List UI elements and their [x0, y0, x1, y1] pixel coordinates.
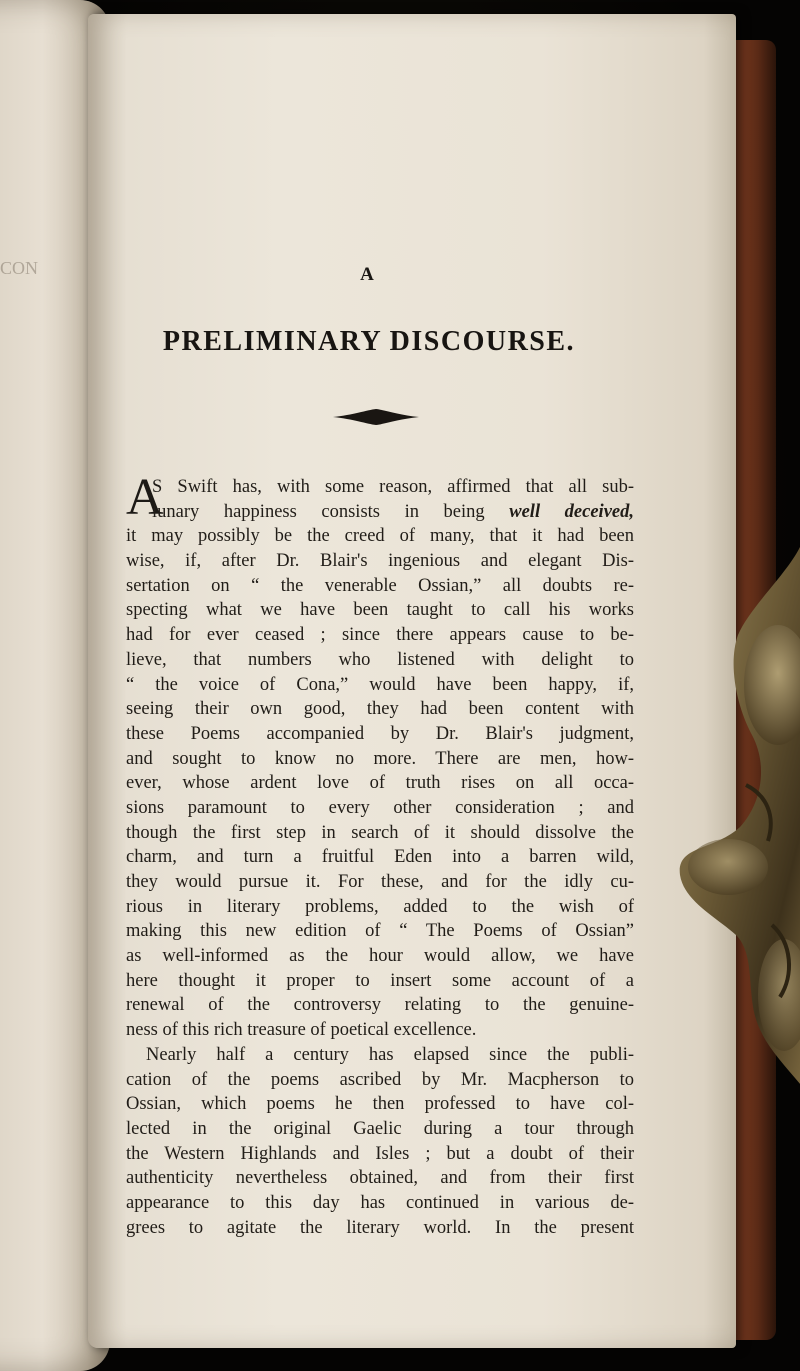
- text-line: these Poems accompanied by Dr. Blair's judgment,: [126, 723, 634, 744]
- text-line: ever, whose ardent love of truth rises on all occa-: [126, 773, 634, 794]
- text-line: though the first step in search of it should dissolve the: [126, 822, 634, 843]
- text-line: “ the voice of Cona,” would have been happy, if,: [126, 674, 634, 695]
- left-page-faint-text: CON: [0, 258, 39, 278]
- text-line: ness of this rich treasure of poetical excellence.: [126, 1020, 477, 1041]
- text-line: sertation on “ the venerable Ossian,” all doubts re-: [126, 575, 634, 596]
- text-line: appearance to this day has continued in various de-: [126, 1192, 634, 1213]
- heading-article: A: [360, 264, 376, 285]
- text-line: S Swift has, with some reason, affirmed that all sub-: [152, 477, 634, 497]
- text-line: here thought it proper to insert some account of a: [126, 970, 634, 991]
- text-line: and sought to know no more. There are men, how-: [126, 748, 634, 769]
- text-line: they would pursue it. For these, and for the idly cu-: [126, 872, 634, 892]
- text-line: authenticity nevertheless obtained, and from their first: [126, 1168, 634, 1189]
- text-line: the Western Highlands and Isles ; but a doubt of their: [126, 1143, 634, 1164]
- book-page: [88, 14, 736, 1348]
- text-line: renewal of the controversy relating to the genuine-: [126, 995, 634, 1016]
- brass-bookend: [676, 545, 800, 1135]
- text-line: charm, and turn a fruitful Eden into a barren wild,: [126, 847, 634, 868]
- text-line: grees to agitate the literary world. In the present: [126, 1217, 634, 1238]
- text-line: had for ever ceased ; since there appears cause to be-: [126, 625, 634, 646]
- text-line: sions paramount to every other consideration ; and: [126, 797, 634, 818]
- text-line: it may possibly be the creed of many, that it had been: [126, 526, 634, 547]
- ornament-rule: [333, 408, 419, 426]
- text-line: making this new edition of “ The Poems of Ossian”: [126, 921, 634, 942]
- page-title: PRELIMINARY DISCOURSE.: [162, 326, 576, 357]
- text-line: Nearly half a century has elapsed since the publi-: [146, 1044, 634, 1065]
- text-line: wise, if, after Dr. Blair's ingenious and elegant Dis-: [126, 551, 634, 572]
- text-line: Ossian, which poems he then professed to have col-: [126, 1094, 634, 1115]
- text-line: as well-informed as the hour would allow, we have: [126, 946, 634, 967]
- text-line: lieve, that numbers who listened with delight to: [126, 649, 634, 670]
- text-line: lunary happiness consists in being well deceived,: [152, 501, 634, 522]
- text-line: cation of the poems ascribed by Mr. Macpherson to: [126, 1069, 634, 1090]
- emphasized-phrase: well deceived,: [509, 501, 634, 522]
- drop-cap-letter: A: [126, 469, 164, 526]
- text-line: specting what we have been taught to call his works: [126, 600, 634, 621]
- text-line: seeing their own good, they had been content with: [126, 699, 634, 720]
- text-line: rious in literary problems, added to the wish of: [126, 896, 634, 917]
- text-line: lected in the original Gaelic during a tour through: [126, 1118, 634, 1139]
- body-text: [126, 475, 634, 1240]
